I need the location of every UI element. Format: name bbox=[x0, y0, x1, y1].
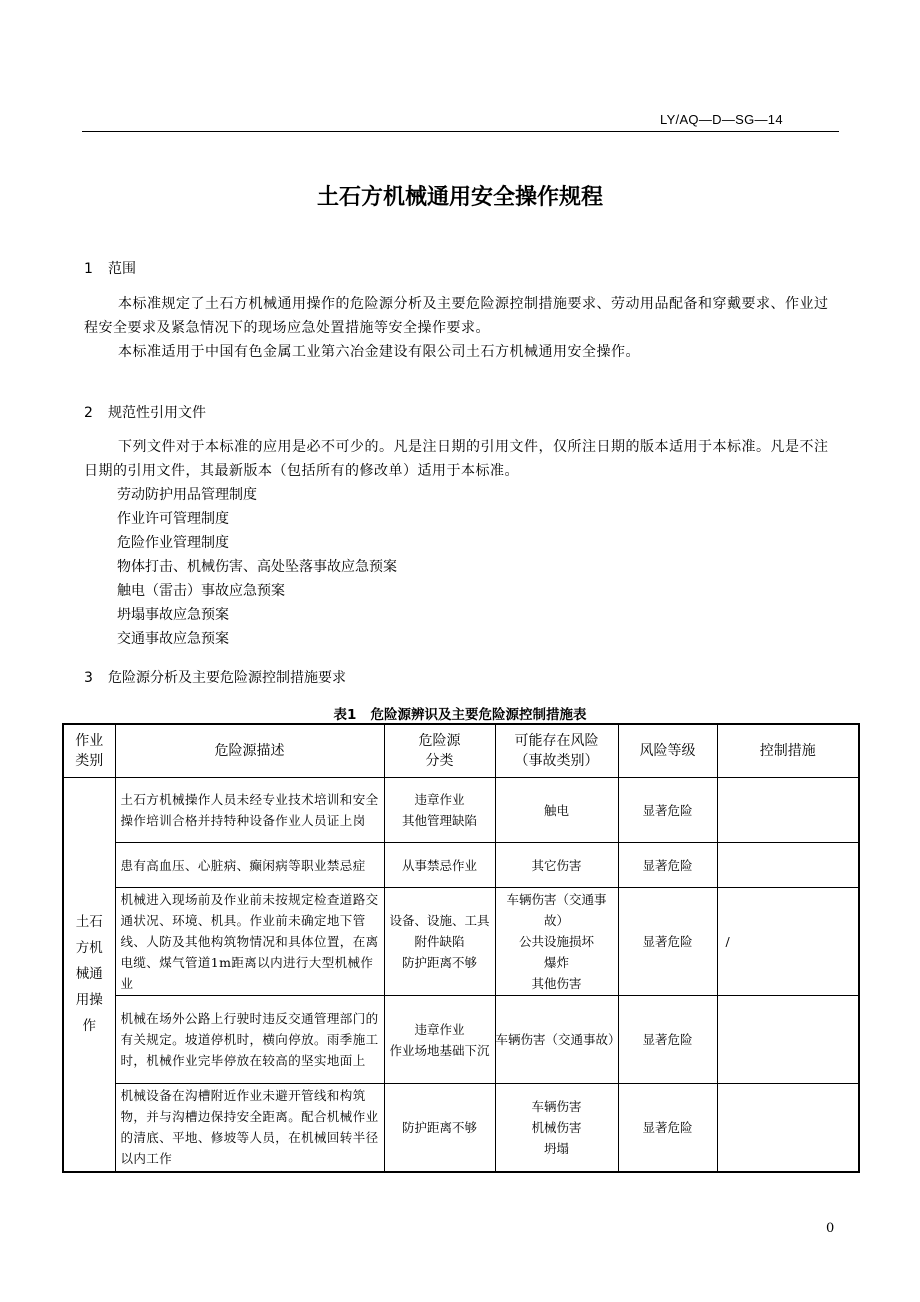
hazard-description: 机械进入现场前及作业前未按规定检查道路交通状况、环境、机具。作业前未确定地下管线、人防及其他构筑物情况和具体位置，在离电缆、煤气管道1m距离以内进行大型机械作业 bbox=[115, 888, 384, 996]
risk-level: 显著危险 bbox=[618, 778, 717, 843]
possible-risk: 触电 bbox=[495, 778, 618, 843]
work-category-cell: 土石 方机 械通 用操 作 bbox=[63, 778, 115, 1172]
reference-item: 危险作业管理制度 bbox=[117, 535, 229, 551]
table-number: 表1 bbox=[333, 707, 357, 723]
hazard-table bbox=[62, 723, 860, 1173]
header-work-category: 作业 类别 bbox=[63, 724, 115, 778]
hazard-class: 设备、设施、工具附件缺陷 防护距离不够 bbox=[384, 888, 495, 996]
table-row bbox=[63, 888, 859, 996]
header-hazard-class: 危险源 分类 bbox=[384, 724, 495, 778]
hazard-description: 机械在场外公路上行驶时违反交通管理部门的有关规定。坡道停机时，横向停放。雨季施工时，机械作业完毕停放在较高的坚实地面上 bbox=[115, 996, 384, 1084]
section-3-heading bbox=[84, 667, 346, 687]
reference-item: 坍塌事故应急预案 bbox=[117, 607, 229, 623]
table-row bbox=[63, 1084, 859, 1172]
control-measure bbox=[717, 778, 859, 843]
document-title: 土石方机械通用安全操作规程 bbox=[316, 185, 603, 210]
header-hazard-description: 危险源描述 bbox=[115, 724, 384, 778]
hazard-description: 土石方机械操作人员未经专业技术培训和安全操作培训合格并持特种设备作业人员证上岗 bbox=[115, 778, 384, 843]
section-2-heading bbox=[84, 402, 206, 422]
table-row bbox=[63, 996, 859, 1084]
reference-item: 交通事故应急预案 bbox=[117, 631, 229, 647]
header-rule bbox=[82, 131, 839, 132]
header-risk-level: 风险等级 bbox=[618, 724, 717, 778]
table-row bbox=[63, 843, 859, 888]
possible-risk: 车辆伤害（交通事故） 公共设施损坏 爆炸 其他伤害 bbox=[495, 888, 618, 996]
section-number: 1 bbox=[84, 261, 93, 277]
risk-level: 显著危险 bbox=[618, 843, 717, 888]
control-measure bbox=[717, 843, 859, 888]
risk-level: 显著危险 bbox=[618, 996, 717, 1084]
possible-risk: 车辆伤害（交通事故） bbox=[495, 996, 618, 1084]
section-number: 3 bbox=[84, 670, 93, 686]
section-1-paragraph-2: 本标准适用于中国有色金属工业第六冶金建设有限公司土石方机械通用安全操作。 bbox=[118, 344, 640, 360]
table-header-row bbox=[63, 724, 859, 778]
hazard-description: 机械设备在沟槽附近作业未避开管线和构筑物，并与沟槽边保持安全距离。配合机械作业的清底、平地、修坡等人员，在机械回转半径以内工作 bbox=[115, 1084, 384, 1172]
control-measure bbox=[717, 996, 859, 1084]
section-2-paragraph-1: 下列文件对于本标准的应用是必不可少的。凡是注日期的引用文件，仅所注日期的版本适用于本标准。凡是不注日期的引用文件，其最新版本（包括所有的修改单）适用于本标准。 bbox=[84, 439, 829, 479]
hazard-class: 从事禁忌作业 bbox=[384, 843, 495, 888]
reference-item: 触电（雷击）事故应急预案 bbox=[117, 583, 285, 599]
risk-level: 显著危险 bbox=[618, 888, 717, 996]
section-1-paragraph-1: 本标准规定了土石方机械通用操作的危险源分析及主要危险源控制措施要求、劳动用品配备和穿戴要求、作业过程安全要求及紧急情况下的现场应急处置措施等安全操作要求。 bbox=[84, 296, 829, 336]
table-row bbox=[63, 778, 859, 843]
risk-level: 显著危险 bbox=[618, 1084, 717, 1172]
header-possible-risk: 可能存在风险 （事故类别） bbox=[495, 724, 618, 778]
possible-risk: 车辆伤害 机械伤害 坍塌 bbox=[495, 1084, 618, 1172]
section-title: 规范性引用文件 bbox=[108, 405, 206, 421]
possible-risk: 其它伤害 bbox=[495, 843, 618, 888]
hazard-class: 违章作业 作业场地基础下沉 bbox=[384, 996, 495, 1084]
section-title: 危险源分析及主要危险源控制措施要求 bbox=[108, 670, 346, 686]
reference-item: 作业许可管理制度 bbox=[117, 511, 229, 527]
table-caption bbox=[0, 703, 920, 723]
section-1-heading bbox=[84, 258, 136, 278]
hazard-class: 违章作业 其他管理缺陷 bbox=[384, 778, 495, 843]
reference-item: 物体打击、机械伤害、高处坠落事故应急预案 bbox=[117, 559, 397, 575]
section-number: 2 bbox=[84, 405, 93, 421]
hazard-class: 防护距离不够 bbox=[384, 1084, 495, 1172]
reference-list bbox=[117, 483, 397, 651]
header-control-measures: 控制措施 bbox=[717, 724, 859, 778]
document-code: LY/AQ—D—SG—14 bbox=[660, 112, 783, 127]
page-number: 0 bbox=[826, 1221, 835, 1236]
table-title: 危险源辨识及主要危险源控制措施表 bbox=[370, 707, 587, 723]
control-measure bbox=[717, 1084, 859, 1172]
hazard-description: 患有高血压、心脏病、癫闲病等职业禁忌症 bbox=[115, 843, 384, 888]
control-measure: / bbox=[717, 888, 859, 996]
section-title: 范围 bbox=[108, 261, 136, 277]
reference-item: 劳动防护用品管理制度 bbox=[117, 487, 257, 503]
